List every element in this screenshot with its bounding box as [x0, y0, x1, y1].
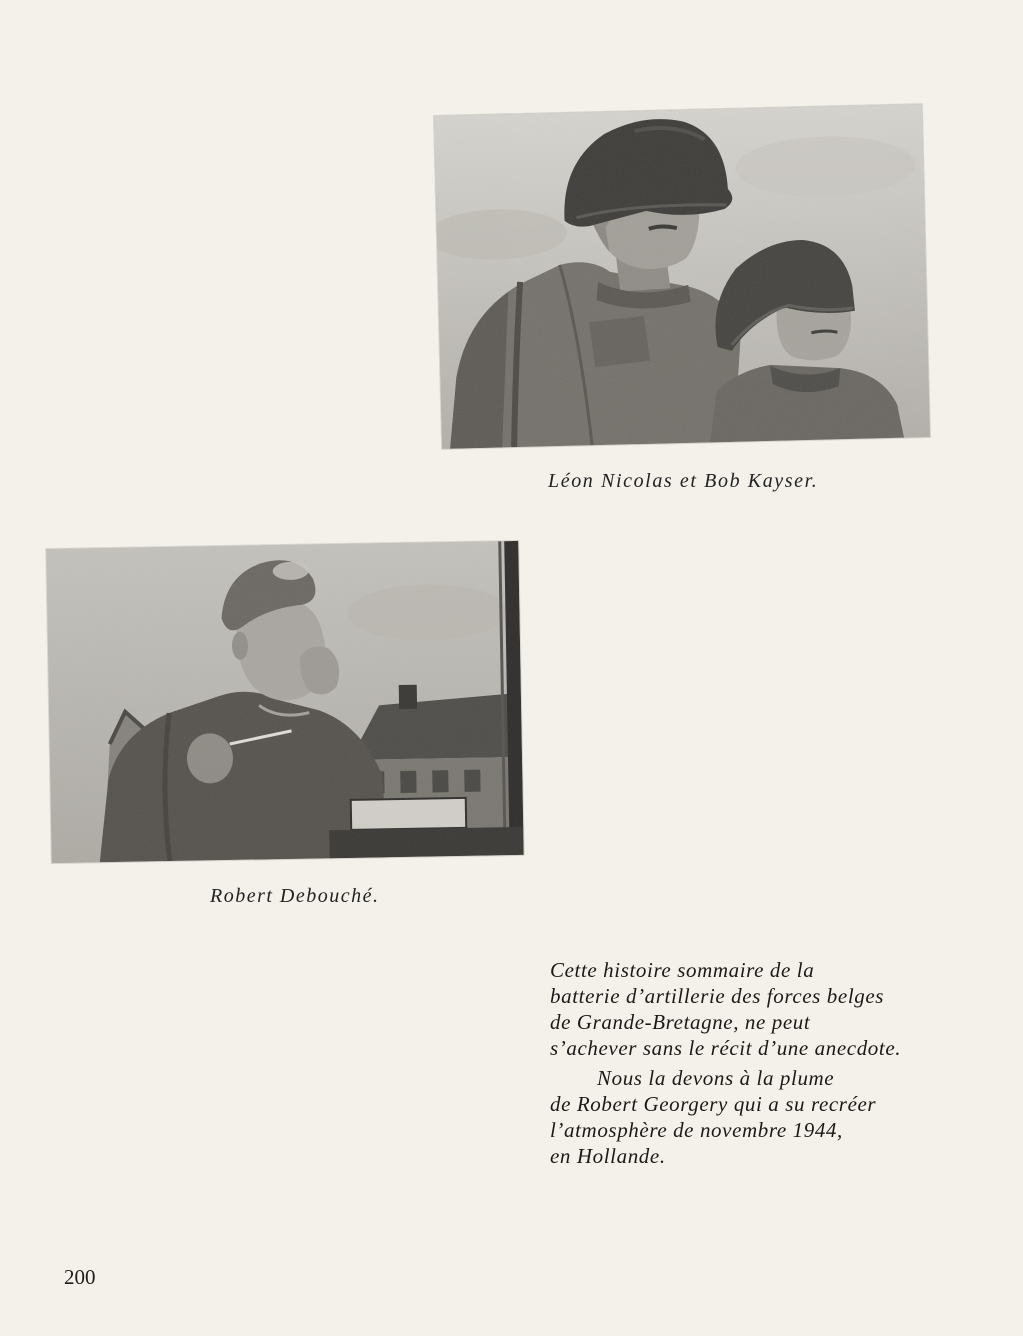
text-line: s’achever sans le récit d’une anecdote. — [550, 1036, 902, 1060]
text-line: de Grande-Bretagne, ne peut — [550, 1010, 811, 1034]
photo-two-soldiers-image — [434, 104, 930, 449]
text-line: de Robert Georgery qui a su recréer — [550, 1092, 877, 1116]
photo-two-soldiers-helmets — [434, 104, 930, 449]
paragraph — [550, 957, 970, 1061]
photo-caption: Léon Nicolas et Bob Kayser. — [548, 470, 819, 492]
page-number: 200 — [64, 1265, 96, 1289]
body-text — [550, 957, 970, 1169]
photo-soldier-eating — [46, 541, 523, 863]
photo-soldier-eating-image — [46, 541, 523, 863]
text-line: Nous la devons à la plume — [597, 1066, 835, 1090]
text-line: Cette histoire sommaire de la — [550, 958, 815, 982]
text-line: en Hollande. — [550, 1144, 666, 1168]
text-line: l’atmosphère de novembre 1944, — [550, 1118, 843, 1142]
text-line: batterie d’artillerie des forces belges — [550, 984, 885, 1008]
photo-caption: Robert Debouché. — [210, 885, 380, 907]
paragraph — [550, 1065, 970, 1169]
